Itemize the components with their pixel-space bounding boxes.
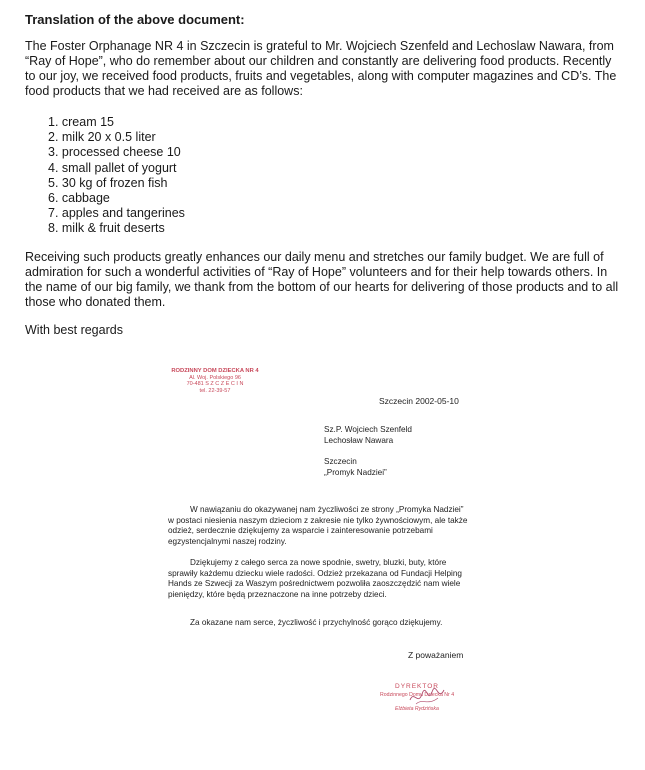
letter-addressee: [324, 425, 412, 446]
stamp-phone: tel. 22-39-57: [199, 387, 231, 394]
signature-name: Elżbieta Rydzińska: [395, 706, 439, 712]
letter-paragraph: [168, 558, 468, 600]
scanned-letter: [160, 360, 490, 725]
place-line: Szczecin: [324, 457, 357, 466]
list-item: 2. milk 20 x 0.5 liter: [48, 130, 156, 145]
list-item: 7. apples and tangerines: [48, 206, 185, 221]
letter-paragraph-text: Dziękujemy z całego serca za nowe spodnie, swetry, bluzki, buty, które sprawiły każdemu dziecku wiele radości. Odzież przekazana od Fundacji Helping Hands ze Szwecji za Waszym pośrednictwem pozwoliła zaoszczędzić nam wiele pieniędzy, które będą przeznaczone na inne potrzeby dzieci.: [168, 558, 462, 599]
list-item: 3. processed cheese 10: [48, 145, 181, 160]
list-item: 5. 30 kg of frozen fish: [48, 175, 168, 190]
place-line: „Promyk Nadziei”: [324, 467, 387, 477]
list-item: 1. cream 15: [48, 115, 115, 129]
list-item: 8. milk & fruit deserts: [48, 221, 165, 236]
signature-scribble-icon: [408, 686, 448, 708]
letter-paragraph-text: Za okazane nam serce, życzliwość i przychylność gorąco dziękujemy.: [190, 618, 443, 627]
addressee-line: Lechosław Nawara: [324, 435, 394, 445]
stamp-name: RODZINNY DOM DZIECKA NR 4: [171, 368, 259, 374]
addressee-line: Sz.P. Wojciech Szenfeld: [324, 425, 412, 434]
translation-heading: Translation of the above document:: [25, 12, 245, 27]
director-signature: [380, 682, 490, 722]
signature-title: DYREKTOR: [395, 683, 439, 690]
closing-paragraph: Receiving such products greatly enhances our daily menu and stretches our family budget. We are full of admiration for such a wonderful activities of “Ray of Hope” volunteers and for their help towards others. In the name of our big family, we thank from the bottom of our hearts for delivering of those products and to all those who donated them.: [25, 250, 619, 309]
list-item: 4. small pallet of yogurt: [48, 160, 177, 175]
letter-paragraph: [168, 618, 468, 629]
orphanage-stamp: [170, 368, 260, 394]
letter-date: Szczecin 2002-05-10: [379, 396, 459, 406]
signature-line: Rodzinnego Domu Dziecka Nr 4: [380, 692, 455, 698]
regards-text: With best regards: [25, 323, 123, 337]
stamp-street: Al. Woj. Polskiego 96: [189, 374, 241, 381]
letter-place: [324, 457, 387, 478]
letter-sincerely: Z poważaniem: [408, 650, 464, 660]
letter-paragraph-text: W nawiązaniu do okazywanej nam życzliwości ze strony „Promyka Nadziei” w postaci niesienia naszym dzieciom z zakresie nie tylko żywnościowym, ale także odzież, serdecznie dziękujemy za wsparcie i zainteresowanie potrzebami egzystencjalnymi naszej rodziny.: [168, 505, 468, 546]
letter-paragraph: [168, 505, 468, 547]
stamp-city: 70-481 S Z C Z E C I N: [186, 381, 244, 387]
intro-paragraph: The Foster Orphanage NR 4 in Szczecin is grateful to Mr. Wojciech Szenfeld and Lechoslaw Nawara, from “Ray of Hope”, who do remember about our children and constantly are delivering food products. Recently to our joy, we received food products, fruits and vegetables, along with computer magazines and CD’s. The food products that we had received are as follows:: [25, 39, 617, 98]
list-item: 6. cabbage: [48, 191, 110, 206]
food-list: [48, 115, 185, 237]
